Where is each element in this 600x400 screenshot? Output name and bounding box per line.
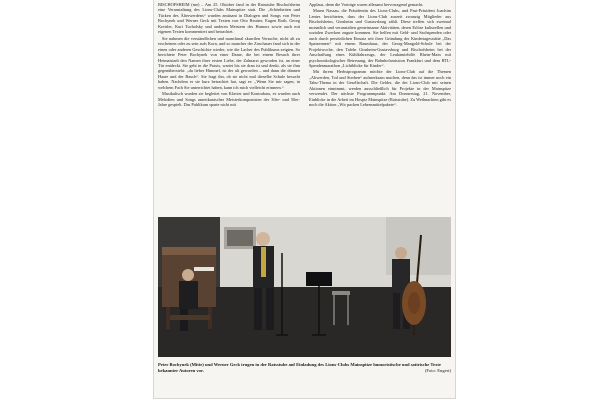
article-paragraph: Sie nahmen die verständlichen und manchmal skurrilen Versuche, nicht alt zu erscheinen oder zu sein aufs Korn, und so mancher der Zuschauer fand sich in der einen oder anderen Geschichte wieder, wie die Lacher des Publikums zeigten. So berichtete Peter Bochynek von einer Dame, die bei einem Besuch ihrer Heimatstadt den Namen ihrer ersten Liebe, der Zahnarzt geworden ist, an einer Tür entdeckt. Sie geht in die Praxis, wartet bis sie dran ist und denkt, als sie ihm gegenübersteht: „du lieber Himmel, ist der alt geworden – und dann die dünnen Haare und der Bauch“. Sie fragt ihn, ob sie nicht mal dieselbe Schule besucht haben. Nachdem er sie kurz betrachtet hat, sagt er: „Wenn Sie mir sagen, in welchem Fach Sie unterrichtet haben, kann ich mich vielleicht erinnern.“ <box>158 35 300 90</box>
event-photo-illustration <box>158 217 451 357</box>
photo-credit: (Foto: Engert) <box>424 368 451 374</box>
photo-caption-text: Peter Bochynek (Mitte) und Werner Geck trugen in der Ratsstube auf Einladung des Lions-Clubs Mainspitze humoristische und satirische Texte bekannter Autoren vor. <box>158 362 441 374</box>
photo-caption <box>158 362 451 375</box>
article-column-right <box>309 2 451 109</box>
article-paragraph: Applaus, denn die Vorträge waren allesamt hervorragend gemacht. <box>309 2 424 7</box>
article-column-left <box>158 2 300 109</box>
article-paragraph: Musikalisch wurden sie begleitet von Klavier und Kontrabass, es wurden auch Melodien und Songs amerikanischer Meisterkomponisten der 30er- und 50er-Jahre gespielt. Das Publikum sparte nicht mit <box>158 91 300 108</box>
newspaper-clipping <box>154 0 455 398</box>
article-body <box>158 2 451 216</box>
article-paragraph: Maren Nassau, die Präsidentin des Lions-Clubs, und Past-Präsident Joachim Lentes berichteten, dass der Lions-Club zurzeit zwanzig Mitglieder aus Bischofsheim, Ginsheim und Gustavsburg zählt. Diese treffen sich zweimal monatlich und veranstalten gemeinsame Aktivitäten, deren Erlöse kulturellen und sozialen Zwecken zugute kommen. Sie helfen mit Geld- und Sachspenden oder auch durch persönlichen Einsatz seit ihrer Gründung der Kindertagesstätte „Das Spatzennest“ mit einem Baumhaus, der Georg-Mangold-Schule bei der Projektwoche, den Tafeln Ginsheim-Gustavsburg und Bischofsheim bei der Anschaffung eines Kühlfahrzeugs, der Leukämiehilfe Rhein-Main mit psychoonkologischer Betreuung, der Bahnhofsmission Frankfurt und dem RTL-Spendenmarathon „Lichtblicke für Kinder“. <box>309 8 451 68</box>
event-photo <box>158 217 451 357</box>
article-paragraph: BISCHOFSHEIM (me) – Am 25. Oktober fand in der Ratsstube Bischofsheim eine Veranstaltung des Lions-Clubs Mainspitze statt. Die „Schönheiten und Tücken des Älterwerdens“ wurden amüsant in Dialogen und Songs von Peter Bochynek und Werner Geck mit Texten von Otto Reutter, Eugen Roth, Georg Kreisler, Kurt Tucholsky und anderen Meistern des Humors sowie auch mit eigenen Texten kommentiert und betrachtet. <box>158 2 300 35</box>
article-paragraph: Mit ihrem Herbstprogramm möchte der Lions-Club auf die Themen „Altwerden, Tod und Sterben“ aufmerksam machen, denn das ist immer noch ein Tabu-Thema in der Gesellschaft. Die Gelder, die der Lions-Club mit seinen Aktionen einnimmt, werden ausschließlich für Projekte in der Mainspitze verwendet. Der nächste Programmpunkt: Am Donnerstag, 21. November, Einblicke in die Arbeit im Hospiz Mainspitze (Ratsstube). Zu Weihnachten gibt es noch die Aktion „Wir packen Lebensmittelpakete“. <box>309 69 451 108</box>
